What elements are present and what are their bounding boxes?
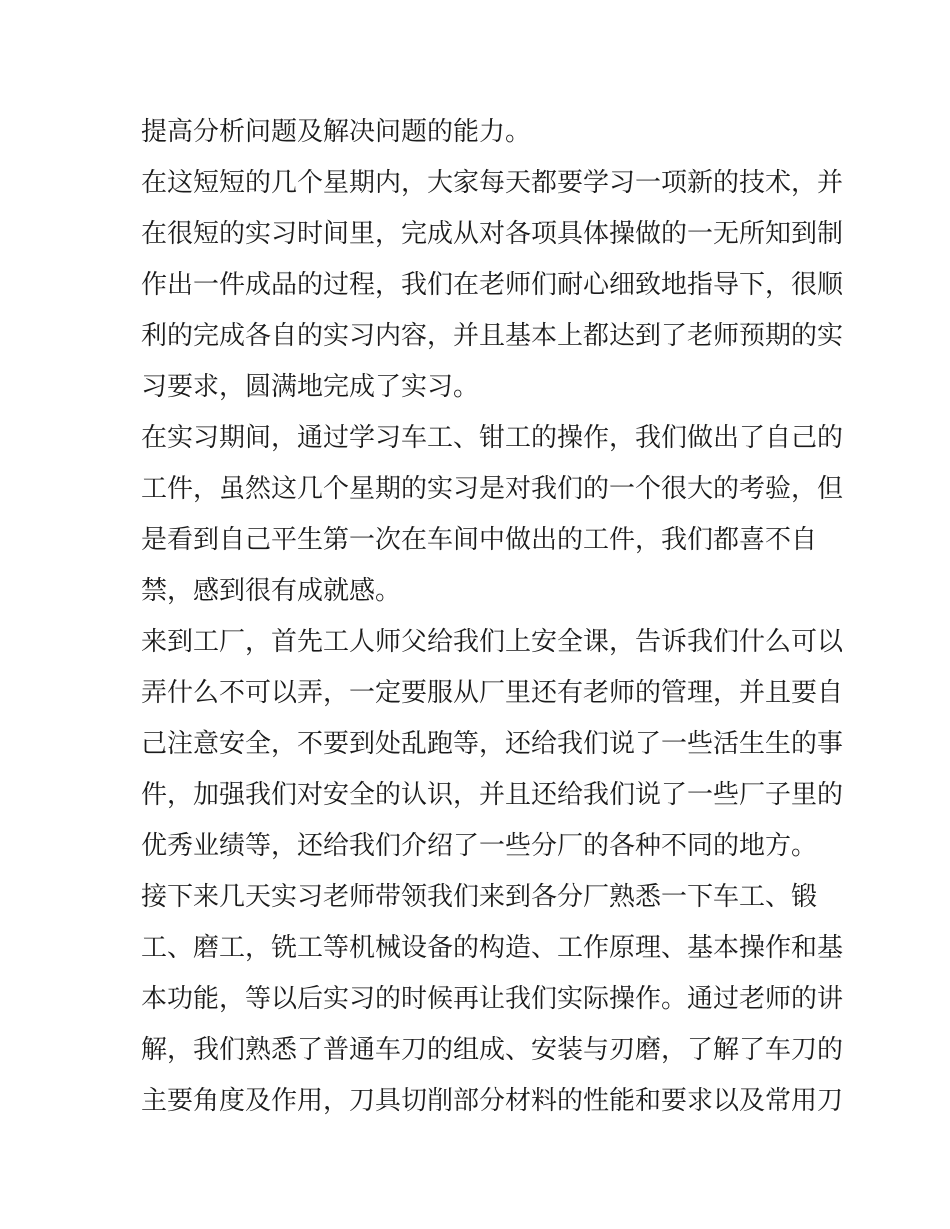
text-line: 在很短的实习时间里，完成从对各项具体操做的一无所知到制 bbox=[141, 219, 844, 249]
document-body bbox=[141, 107, 844, 1127]
text-line: 优秀业绩等，还给我们介绍了一些分厂的各种不同的地方。 bbox=[141, 831, 818, 861]
text-line: 来到工厂，首先工人师父给我们上安全课，告诉我们什么可以 bbox=[141, 627, 844, 657]
text-line: 利的完成各自的实习内容，并且基本上都达到了老师预期的实 bbox=[141, 321, 844, 351]
text-line: 主要角度及作用，刀具切削部分材料的性能和要求以及常用刀 bbox=[141, 1086, 844, 1116]
text-line: 提高分析问题及解决问题的能力。 bbox=[141, 117, 532, 147]
text-line: 己注意安全，不要到处乱跑等，还给我们说了一些活生生的事 bbox=[141, 729, 844, 759]
text-line: 作出一件成品的过程，我们在老师们耐心细致地指导下，很顺 bbox=[141, 270, 844, 300]
text-line: 禁，感到很有成就感。 bbox=[141, 576, 402, 606]
text-line: 习要求，圆满地完成了实习。 bbox=[141, 372, 480, 402]
text-line: 解，我们熟悉了普通车刀的组成、安装与刃磨，了解了车刀的 bbox=[141, 1035, 844, 1065]
text-line: 是看到自己平生第一次在车间中做出的工件，我们都喜不自 bbox=[141, 525, 818, 555]
text-line: 弄什么不可以弄，一定要服从厂里还有老师的管理，并且要自 bbox=[141, 678, 844, 708]
text-line: 在这短短的几个星期内，大家每天都要学习一项新的技术，并 bbox=[141, 168, 844, 198]
text-line: 在实习期间，通过学习车工、钳工的操作，我们做出了自己的 bbox=[141, 423, 844, 453]
text-line: 接下来几天实习老师带领我们来到各分厂熟悉一下车工、锻 bbox=[141, 882, 818, 912]
text-line: 件，加强我们对安全的认识，并且还给我们说了一些厂子里的 bbox=[141, 780, 844, 810]
text-line: 本功能，等以后实习的时候再让我们实际操作。通过老师的讲 bbox=[141, 984, 844, 1014]
text-line: 工、磨工，铣工等机械设备的构造、工作原理、基本操作和基 bbox=[141, 933, 844, 963]
text-line: 工件，虽然这几个星期的实习是对我们的一个很大的考验，但 bbox=[141, 474, 844, 504]
